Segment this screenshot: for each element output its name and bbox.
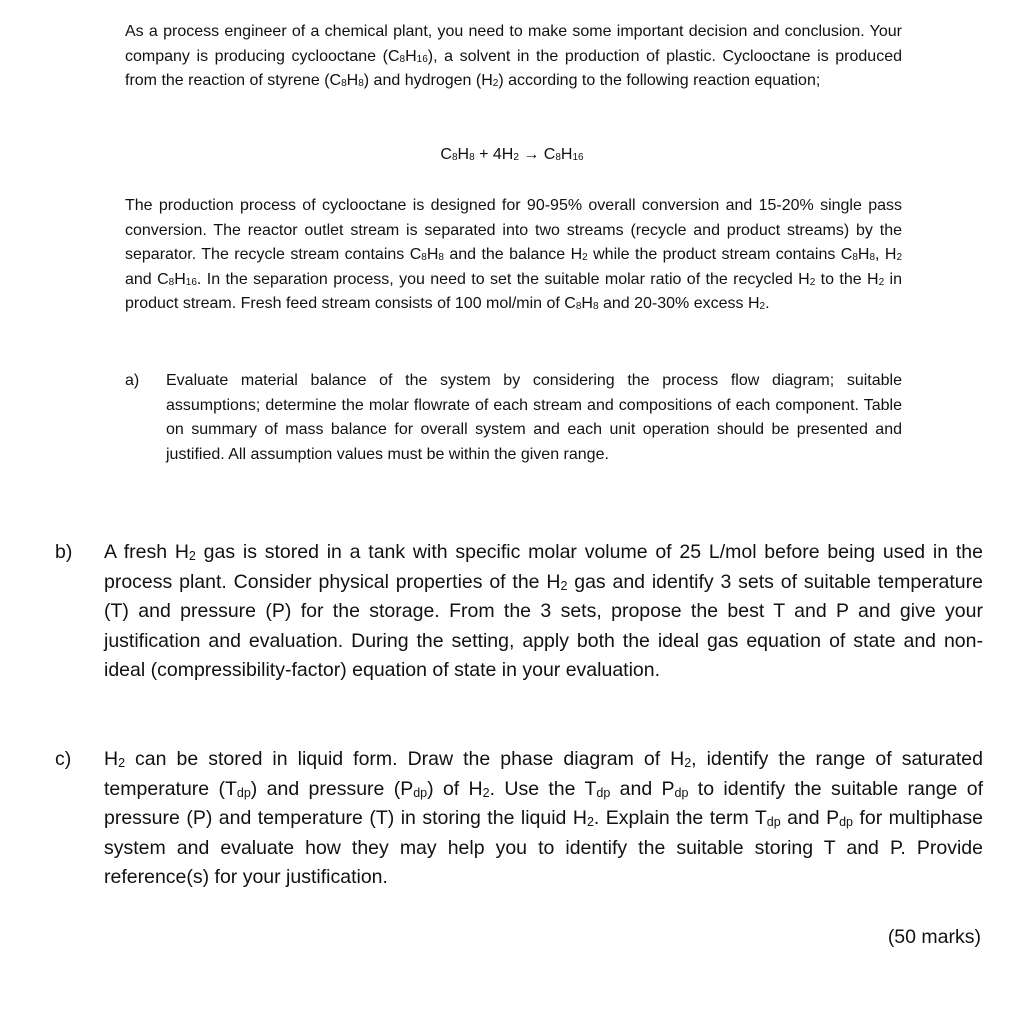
question-a <box>125 369 902 467</box>
question-c-text: $H_2$ can be stored in liquid form. Draw the phase diagram of $H_2$, identify the range of saturated temperature $(T_{dp})$ and pressure $(P_{dp})$ of $H_2$. Use the $T_{dp}$ and $P_{dp}$ to identify the suitable range of pressure (P) and temperature (T) in storing the liquid $H_2$. Explain the term $T_{dp}$ and $P_{dp}$ for multiphase system and evaluate how they may help you to identify the suitable storing T and P. Provide reference(s) for your justification. <box>104 748 983 888</box>
question-b <box>55 538 983 686</box>
question-b-text: A fresh $H_2$ gas is stored in a tank with specific molar volume of 25 L/mol before being used in the process plant. Consider physical properties of the $H_2$ gas and identify 3 sets of suitable temperature (T) and pressure (P) for the storage. From the 3 sets, propose the best T and P and give your justification and evaluation. During the setting, apply both the ideal gas equation of state and non-ideal (compressibility-factor) equation of state in your evaluation. <box>104 541 983 681</box>
process-description: The production process of cyclooctane is designed for 90-95% overall conversion and 15-20% single pass conversion. The reactor outlet stream is separated into two streams (recycle and product streams) by the separator. The recycle stream contains $C_8H_8$ and the balance $H_2$ while the product stream contains $C_8H_8$, $H_2$ and $C_8H_{16}$. In the separation process, you need to set the suitable molar ratio of the recycled $H_2$ to the $H_2$ in product stream. Fresh feed stream consists of 100 mol/min of $C_8H_8$ and 20-30% excess $H_2$. <box>125 197 903 312</box>
question-b-label: b) <box>55 541 73 563</box>
intro-paragraph: As a process engineer of a chemical plant, you need to make some important decision and conclusion. Your company is producing cyclooctane $(C_8H_{16})$, a solvent in the production of plastic. Cyclooctane is produced from the reaction of styrene $(C_8H_8)$ and hydrogen $(H_2)$ according to the following reaction equation; <box>125 23 903 89</box>
question-c-label: c) <box>55 748 72 770</box>
question-a-text: Evaluate material balance of the system by considering the process flow diagram; suitable assumptions; determine the molar flowrate of each stream and compositions of each component. Table on summary of mass balance for overall system and each unit operation should be presented and justified. All assumption values must be within the given range. <box>166 372 902 463</box>
reaction-equation: $C_8H_8 + 4H_2 \to C_8H_{16}$ <box>440 146 584 163</box>
question-c <box>55 745 983 893</box>
total-marks: (50 marks) <box>887 926 981 948</box>
question-a-label: a) <box>125 372 140 389</box>
